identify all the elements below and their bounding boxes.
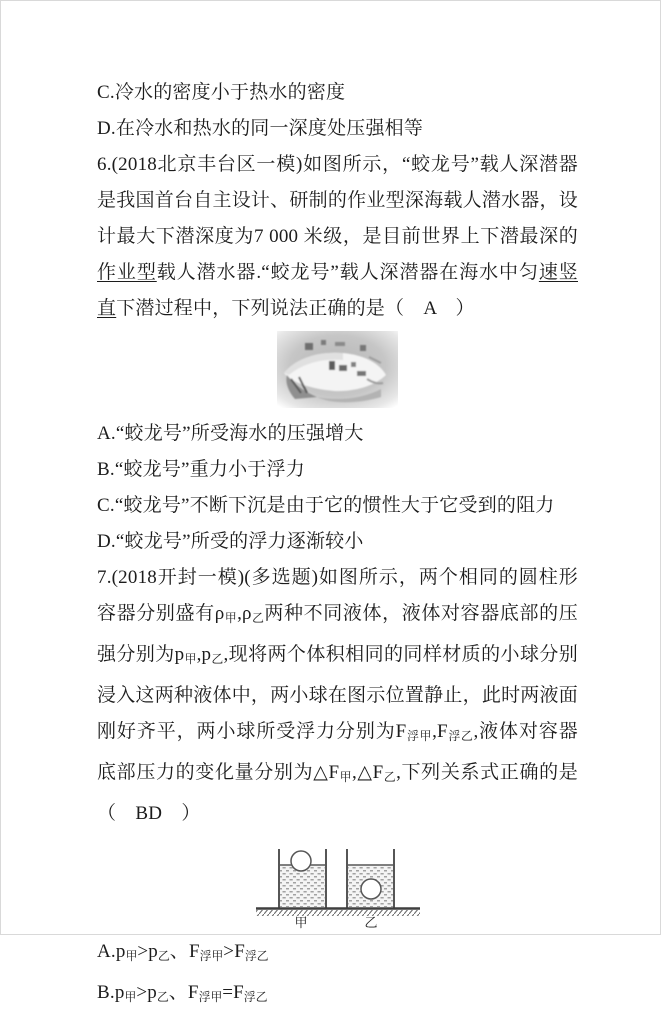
text-segment: ,ρ bbox=[237, 603, 252, 624]
text-segment: ,△F bbox=[351, 761, 384, 783]
text-segment: 浮甲 bbox=[199, 949, 224, 963]
q7-figure-wrap bbox=[97, 836, 578, 930]
text-segment: ,现将两个体积相同的同样材质的小球分别浸入这两种液体中，两小球在图示位置静止，此时两液面刚好齐平，两小球所受浮力分别为F bbox=[97, 643, 578, 742]
text-segment: 载人潜水器.“蛟龙号”载人深潜器在海水中匀 bbox=[156, 262, 539, 283]
text-segment: 7.(2018开封一模)(多选题)如图所示，两个相同的圆柱形容器分别盛有ρ bbox=[97, 567, 578, 624]
text-segment: 浮甲 bbox=[198, 990, 223, 1004]
text-segment: 浮乙 bbox=[447, 729, 474, 743]
text-segment: D.在冷水和热水的同一深度处压强相等 bbox=[97, 118, 424, 139]
label-yi: 乙 bbox=[363, 914, 378, 930]
text-segment: B.“蛟龙号”重力小于浮力 bbox=[97, 459, 305, 480]
q6-option-c bbox=[97, 488, 578, 524]
text-segment: >F bbox=[223, 940, 245, 962]
text-segment: 甲 bbox=[125, 949, 138, 963]
text-segment: 速竖直 bbox=[97, 262, 578, 319]
text-segment: =F bbox=[222, 981, 244, 1003]
q6-option-d bbox=[97, 524, 578, 560]
text-segment: 下潜过程中，下列说法正确的是（ A ） bbox=[116, 298, 475, 319]
floating-ball-jia bbox=[291, 851, 311, 871]
text-segment: 浮甲 bbox=[406, 729, 433, 743]
text-segment: 6.(2018北京丰台区一模)如图所示，“蛟龙号”载人深潜器是我国首台自主设计、研制的作业型深海载人潜水器，设计最大下潜深度为7 000 米级，是目前世界上下潜最深的 bbox=[97, 154, 578, 247]
container-yi bbox=[347, 849, 394, 908]
submerged-ball-yi bbox=[361, 879, 381, 899]
text-segment: A.“蛟龙号”所受海水的压强增大 bbox=[97, 423, 364, 444]
text-segment: 甲 bbox=[124, 990, 137, 1004]
text-segment: 作业型 bbox=[97, 262, 157, 283]
jiaolong-submersible-photo bbox=[277, 331, 398, 408]
text-segment: 乙 bbox=[383, 770, 397, 784]
text-segment: 两种不同液体，液体对容器底部的压强分别为p bbox=[97, 603, 578, 665]
worksheet-page bbox=[1, 1, 660, 1004]
containers-figure bbox=[254, 836, 422, 930]
q6-option-b bbox=[97, 452, 578, 488]
text-segment: 乙 bbox=[211, 652, 224, 666]
text-segment: ,F bbox=[432, 720, 448, 742]
text-segment: 、F bbox=[168, 981, 199, 1003]
q5-option-c bbox=[97, 75, 578, 111]
text-segment: C.冷水的密度小于热水的密度 bbox=[97, 82, 346, 103]
text-segment: 、F bbox=[169, 940, 200, 962]
ground-hatching bbox=[256, 910, 420, 916]
label-jia: 甲 bbox=[293, 914, 308, 930]
q6-stem bbox=[97, 147, 578, 327]
text-segment: ,液体对容器底部压力的变化量分别为△F bbox=[97, 720, 578, 783]
text-segment: ,下列关系式正确的是（ BD ） bbox=[97, 761, 578, 824]
text-segment: A.p bbox=[97, 940, 126, 962]
text-segment: 甲 bbox=[339, 770, 352, 784]
text-segment: C.“蛟龙号”不断下沉是由于它的惯性大于它受到的阻力 bbox=[97, 495, 555, 516]
text-segment: 乙 bbox=[251, 611, 265, 625]
q6-figure-wrap bbox=[97, 331, 578, 408]
text-segment: 浮乙 bbox=[244, 949, 269, 963]
q6-option-a bbox=[97, 416, 578, 452]
text-segment: D.“蛟龙号”所受的浮力逐渐较小 bbox=[97, 531, 364, 552]
text-segment: 甲 bbox=[224, 611, 238, 625]
q5-option-d bbox=[97, 111, 578, 147]
text-segment: 甲 bbox=[184, 652, 197, 666]
q7-option-b bbox=[97, 975, 578, 1016]
text-segment: 乙 bbox=[156, 990, 169, 1004]
q7-stem bbox=[97, 560, 578, 832]
text-segment: >p bbox=[136, 981, 157, 1003]
text-segment: 乙 bbox=[157, 949, 170, 963]
text-segment: 浮乙 bbox=[243, 990, 268, 1004]
q7-option-a bbox=[97, 934, 578, 975]
container-jia bbox=[279, 849, 326, 908]
text-segment: B.p bbox=[97, 981, 125, 1003]
text-segment: >p bbox=[137, 940, 158, 962]
text-segment: ,p bbox=[196, 643, 212, 665]
